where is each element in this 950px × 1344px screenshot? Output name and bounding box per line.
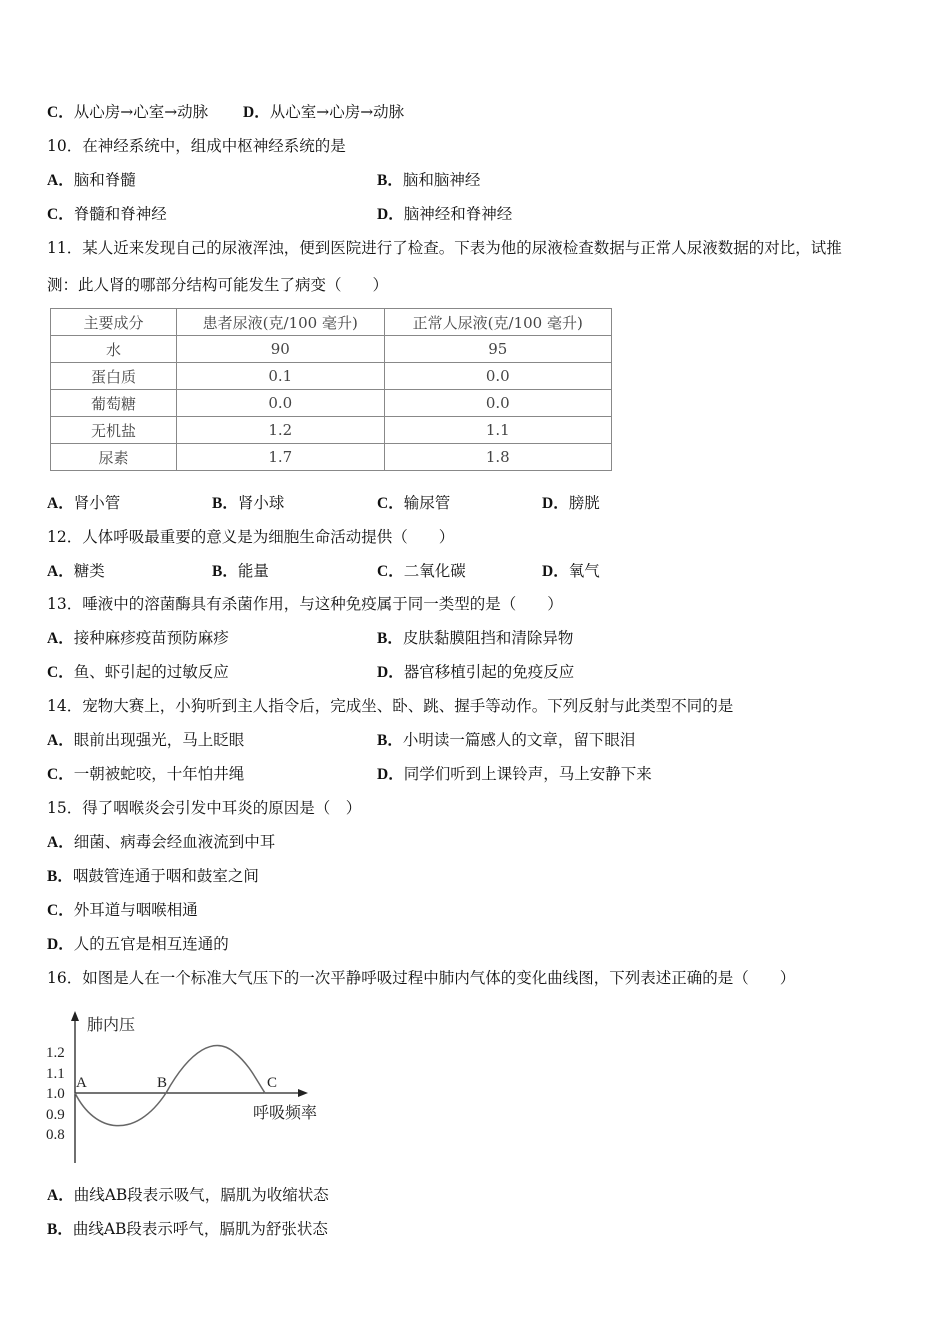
q9-option-c: C．从心房→心室→动脉	[47, 103, 209, 121]
q15-option-b: B．咽鼓管连通于咽和鼓室之间	[47, 867, 259, 885]
q12-stem: 12．人体呼吸最重要的意义是为细胞生命活动提供（ ）	[47, 528, 455, 546]
table-row: 无机盐 1.2 1.1	[51, 417, 612, 444]
y-tick: 1.1	[46, 1066, 65, 1082]
q11-option-d: D．膀胱	[542, 494, 600, 512]
q15-option-a: A．细菌、病毒会经血液流到中耳	[47, 833, 276, 851]
point-a-label: A	[76, 1075, 87, 1091]
q13-option-d: D．器官移植引起的免疫反应	[377, 663, 575, 681]
table-row: 葡萄糖 0.0 0.0	[51, 390, 612, 417]
q11-option-a: A．肾小管	[47, 494, 121, 512]
q16-option-b: B．曲线AB段表示呼气，膈肌为舒张状态	[47, 1220, 328, 1238]
urine-data-table	[50, 308, 612, 471]
q12-option-b: B．能量	[212, 562, 269, 580]
q15-option-d: D．人的五官是相互连通的	[47, 935, 229, 953]
table-row: 蛋白质 0.1 0.0	[51, 363, 612, 390]
q9-option-d: D．从心室→心房→动脉	[243, 103, 405, 121]
q13-option-c: C．鱼、虾引起的过敏反应	[47, 663, 229, 681]
q15-option-c: C．外耳道与咽喉相通	[47, 901, 198, 919]
x-axis-label: 呼吸频率	[253, 1105, 318, 1122]
q16-option-a: A．曲线AB段表示吸气，膈肌为收缩状态	[47, 1186, 329, 1204]
q10-option-a: A．脑和脊髓	[47, 171, 136, 189]
q14-option-b: B．小明读一篇感人的文章，留下眼泪	[377, 731, 636, 749]
q14-option-d: D．同学们听到上课铃声，马上安静下来	[377, 765, 652, 783]
q14-option-c: C．一朝被蛇咬，十年怕井绳	[47, 765, 245, 783]
q11-stem-line2: 测：此人肾的哪部分结构可能发生了病变（ ）	[47, 276, 389, 294]
q11-option-b: B．肾小球	[212, 494, 285, 512]
q15-stem: 15．得了咽喉炎会引发中耳炎的原因是（ ）	[47, 799, 362, 817]
point-b-label: B	[157, 1075, 168, 1091]
q13-stem: 13．唾液中的溶菌酶具有杀菌作用，与这种免疫属于同一类型的是（ ）	[47, 595, 563, 613]
q10-stem: 10．在神经系统中，组成中枢神经系统的是	[47, 137, 346, 155]
y-tick: 0.8	[46, 1127, 65, 1143]
q12-option-a: A．糖类	[47, 562, 105, 580]
q13-option-b: B．皮肤黏膜阻挡和清除异物	[377, 629, 574, 647]
q14-stem: 14．宠物大赛上，小狗听到主人指令后，完成坐、卧、跳、握手等动作。下列反射与此类型不同的是	[47, 697, 734, 715]
pressure-curve	[75, 1046, 265, 1126]
x-axis-arrow-icon	[298, 1089, 308, 1097]
q10-option-c: C．脊髓和脊神经	[47, 205, 167, 223]
y-tick: 1.2	[46, 1045, 65, 1061]
q11-stem-line1: 11．某人近来发现自己的尿液浑浊，便到医院进行了检查。下表为他的尿液检查数据与正常人尿液数据的对比，试推	[47, 239, 842, 257]
q12-option-c: C．二氧化碳	[377, 562, 466, 580]
table-row: 尿素 1.7 1.8	[51, 444, 612, 471]
q16-stem: 16．如图是人在一个标准大气压下的一次平静呼吸过程中肺内气体的变化曲线图，下列表述正确的是（ ）	[47, 969, 796, 987]
y-axis-label: 肺内压	[87, 1017, 136, 1034]
y-tick: 0.9	[46, 1107, 65, 1123]
y-axis-arrow-icon	[71, 1011, 79, 1021]
y-tick: 1.0	[46, 1086, 65, 1102]
q11-option-c: C．输尿管	[377, 494, 451, 512]
table-row: 水 90 95	[51, 336, 612, 363]
q10-option-b: B．脑和脑神经	[377, 171, 481, 189]
table-header-row: 主要成分 患者尿液(克/100 毫升) 正常人尿液(克/100 毫升)	[51, 309, 612, 336]
lung-pressure-graph	[40, 1005, 340, 1170]
q13-option-a: A．接种麻疹疫苗预防麻疹	[47, 629, 229, 647]
q10-option-d: D．脑神经和脊神经	[377, 205, 513, 223]
point-c-label: C	[267, 1075, 278, 1091]
q12-option-d: D．氧气	[542, 562, 600, 580]
q14-option-a: A．眼前出现强光，马上眨眼	[47, 731, 245, 749]
